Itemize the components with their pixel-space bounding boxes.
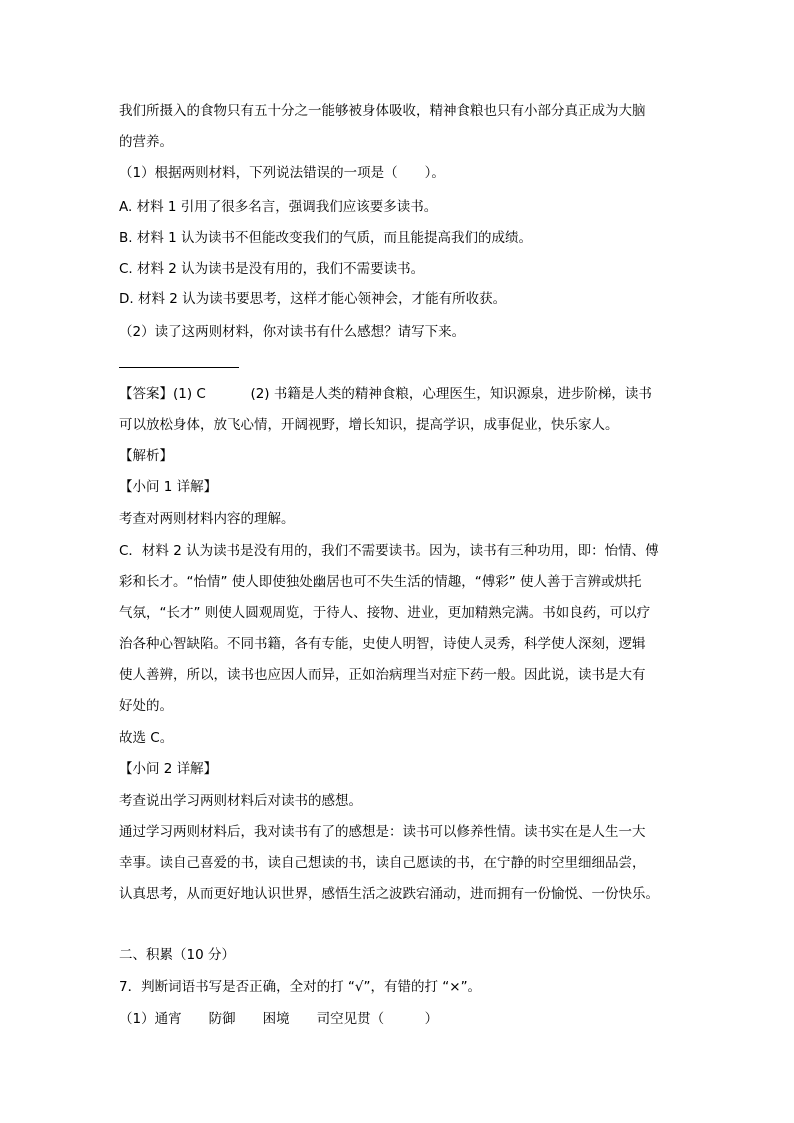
answer-line-1: [119, 385, 652, 403]
answer-divider: [119, 367, 239, 368]
sub2-line-2: 通过学习两则材料后，我对读书有了的感想是：读书可以修养性情。读书实在是人生一大: [119, 824, 646, 840]
sub1-line-7: 好处的。: [119, 698, 173, 714]
question-2-stem: （2）读了这两则材料，你对读书有什么感想？请写下来。: [119, 324, 466, 340]
answer-part-1: 【答案】(1) C: [119, 386, 206, 402]
intro-line-2: 的营养。: [119, 134, 173, 150]
sub1-line-6: 使人善辨，所以，读书也应因人而异，正如治病理当对症下药一般。因此说，读书是大有: [119, 667, 646, 683]
intro-line-1: 我们所摄入的食物只有五十分之一能够被身体吸收，精神食粮也只有小部分真正成为大脑: [119, 103, 646, 119]
sub2-line-4: 认真思考，从而更好地认识世界，感悟生活之波跌宕涌动，进而拥有一份愉悦、一份快乐。: [119, 886, 659, 902]
option-a: A. 材料 1 引用了很多名言，强调我们应该要多读书。: [119, 199, 438, 215]
sub1-line-4: 气氛，“长才” 则使人圆观周览，于待人、接物、进业，更加精熟完满。书如良药，可以疗: [119, 605, 651, 621]
sub1-heading: 【小问 1 详解】: [119, 479, 218, 495]
sub1-line-5: 治各种心智缺陷。不同书籍，各有专能，史使人明智，诗使人灵秀，科学使人深刻，逻辑: [119, 636, 646, 652]
sub1-line-3: 彩和长才。“怡情” 使人即使独处幽居也可不失生活的情趣，“傅彩” 使人善于言辨或烘托: [119, 574, 642, 590]
analysis-heading: 【解析】: [119, 448, 173, 464]
option-d: D. 材料 2 认为读书要思考，这样才能心领神会，才能有所收获。: [119, 291, 507, 307]
sub2-line-1: 考查说出学习两则材料后对读书的感想。: [119, 793, 362, 809]
sub2-line-3: 幸事。读自己喜爱的书，读自己想读的书，读自己愿读的书，在宁静的时空里细细品尝，: [119, 855, 646, 871]
sub1-line-1: 考查对两则材料内容的理解。: [119, 511, 295, 527]
question-7: 7．判断词语书写是否正确，全对的打 “√”，有错的打 “×”。: [119, 979, 482, 995]
answer-line-2: 可以放松身体，放飞心情，开阔视野，增长知识，提高学识，成事促业，快乐家人。: [119, 417, 619, 433]
answer-part-2: (2) 书籍是人类的精神食粮，心理医生，知识源泉，进步阶梯，读书: [250, 386, 652, 402]
sub2-heading: 【小问 2 详解】: [119, 761, 218, 777]
option-b: B. 材料 1 认为读书不但能改变我们的气质，而且能提高我们的成绩。: [119, 230, 533, 246]
sub1-line-2: C．材料 2 认为读书是没有用的，我们不需要读书。因为，读书有三种功用，即：怡情、傅: [119, 543, 659, 559]
question-1-stem: （1）根据两则材料，下列说法错误的一项是（ ）。: [119, 165, 445, 181]
option-c: C. 材料 2 认为读书是没有用的，我们不需要读书。: [119, 261, 425, 277]
question-7-1: （1）通宵 防御 困境 司空见贯（ ）: [119, 1011, 439, 1027]
section-2-heading: 二、积累（10 分）: [119, 947, 235, 963]
sub1-line-8: 故选 C。: [119, 730, 174, 746]
